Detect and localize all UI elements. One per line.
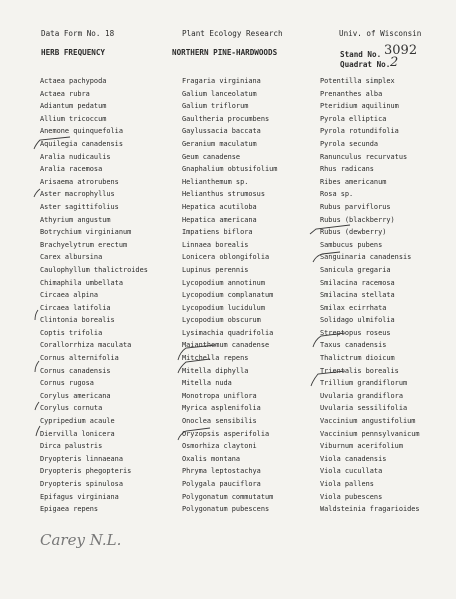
- species-entry: Galium lanceolatum: [182, 89, 257, 98]
- check-mark: [310, 225, 350, 234]
- species-entry: Mitella diphylla: [182, 366, 249, 375]
- check-mark: [313, 333, 345, 347]
- organization: Plant Ecology Research: [182, 29, 283, 38]
- species-entry: Polygala pauciflora: [182, 480, 261, 488]
- quadrat-number: 2: [390, 55, 399, 70]
- check-mark: [313, 252, 340, 262]
- species-entry: Chimaphila umbellata: [40, 278, 123, 287]
- species-entry: Clintonia borealis: [40, 316, 115, 325]
- species-entry: Ranunculus recurvatus: [320, 152, 408, 161]
- species-entry: Onoclea sensibilis: [182, 417, 257, 426]
- species-entry: Rubus (blackberry): [320, 215, 395, 224]
- species-entry: Polygonatum commutatum: [182, 492, 274, 501]
- species-entry: Viola pubescens: [320, 492, 383, 501]
- species-entry: Rhus radicans: [320, 165, 374, 174]
- species-entry: Lycopodium complanatum: [182, 291, 274, 300]
- species-entry: Oryzopsis asperifolia: [182, 429, 270, 438]
- species-entry: Pyrola elliptica: [320, 114, 387, 123]
- species-entry: Solidago ulmifolia: [320, 316, 395, 325]
- species-entry: Aralia nudicaulis: [40, 152, 111, 161]
- species-entry: Anemone quinquefolia: [40, 127, 123, 136]
- species-entry: Dryopteris linnaeana: [40, 454, 123, 463]
- species-entry: Lycopodium lucidulum: [182, 303, 265, 312]
- species-entry: Galium triflorum: [182, 102, 249, 111]
- species-entry: Coptis trifolia: [40, 328, 103, 337]
- species-entry: Cornus canadensis: [40, 366, 111, 375]
- species-entry: Viola cucullata: [320, 467, 383, 476]
- species-entry: Waldsteinia fragarioides: [320, 505, 420, 514]
- species-entry: Phryma leptostachya: [182, 467, 261, 476]
- species-entry: Trientalis borealis: [320, 366, 399, 375]
- species-entry: Smilacina racemosa: [320, 278, 395, 287]
- species-entry: Dirca palustris: [40, 442, 103, 451]
- species-entry: Arisaema atrorubens: [40, 177, 119, 186]
- species-entry: Cornus alternifolia: [40, 354, 119, 363]
- check-mark: [178, 345, 216, 360]
- species-entry: Geranium maculatum: [182, 139, 257, 148]
- species-entry: Corylus americana: [40, 391, 111, 400]
- species-entry: Allium tricoccum: [40, 114, 107, 123]
- check-mark: [178, 428, 210, 440]
- species-entry: Hepatica americana: [182, 215, 257, 224]
- species-entry: Brachyelytrum erectum: [40, 240, 128, 249]
- check-mark: [35, 361, 39, 372]
- check-mark: [34, 137, 70, 149]
- collector-signature: Carey N.L.: [40, 531, 122, 549]
- species-entry: Circaea alpina: [40, 291, 99, 300]
- quadrat-label: Quadrat No.: [340, 60, 391, 69]
- species-entry: Dryopteris spinulosa: [40, 480, 123, 488]
- species-entry: Smilax ecirrhata: [320, 303, 387, 312]
- species-entry: Pyrola secunda: [320, 139, 379, 148]
- species-entry: Polygonatum pubescens: [182, 505, 270, 514]
- species-entry: Gnaphalium obtusifolium: [182, 165, 278, 174]
- species-entry: Sanguinaria canadensis: [320, 253, 412, 262]
- check-mark: [311, 371, 345, 386]
- species-entry: Mitchella repens: [182, 354, 249, 363]
- check-mark: [35, 402, 39, 410]
- species-entry: Circaea latifolia: [40, 303, 111, 312]
- species-entry: Viola canadensis: [320, 454, 387, 463]
- species-entry: Lycopodium obscurum: [182, 316, 261, 325]
- species-entry: Linnaea borealis: [182, 240, 249, 249]
- check-mark: [36, 426, 40, 436]
- check-mark: [178, 359, 210, 373]
- species-entry: Lysimachia quadrifolia: [182, 328, 274, 337]
- species-entry: Diervilla lonicera: [40, 429, 115, 438]
- species-entry: Hepatica acutiloba: [182, 202, 257, 211]
- species-entry: Monotropa uniflora: [182, 391, 257, 400]
- species-entry: Pteridium aquilinum: [320, 102, 399, 111]
- species-entry: Geum canadense: [182, 152, 241, 161]
- species-entry: Gaylussacia baccata: [182, 127, 261, 136]
- species-entry: Uvularia grandiflora: [320, 391, 403, 400]
- species-entry: Adiantum pedatum: [40, 102, 107, 111]
- species-entry: Trillium grandiflorum: [320, 379, 408, 388]
- species-entry: Taxus canadensis: [320, 341, 387, 350]
- species-entry: Pyrola rotundifolia: [320, 127, 399, 136]
- species-entry: Corallorrhiza maculata: [40, 341, 132, 350]
- species-entry: Viburnum acerifolium: [320, 442, 403, 451]
- species-entry: Viola pallens: [320, 480, 374, 488]
- species-entry: Impatiens biflora: [182, 228, 253, 237]
- species-entry: Rubus parviflorus: [320, 202, 391, 211]
- university: Univ. of Wisconsin: [339, 29, 422, 38]
- species-entry: Sanicula gregaria: [320, 265, 391, 274]
- species-entry: Aralia racemosa: [40, 165, 103, 174]
- species-entry: Rosa sp.: [320, 190, 354, 199]
- species-entry: Vaccinium pennsylvanicum: [320, 429, 420, 438]
- species-entry: Actaea pachypoda: [40, 77, 107, 85]
- species-entry: Fragaria virginiana: [182, 77, 261, 85]
- check-mark: [35, 310, 38, 320]
- species-entry: Potentilla simplex: [320, 77, 395, 85]
- species-entry: Aquilegia canadensis: [40, 139, 123, 148]
- species-entry: Gaultheria procumbens: [182, 114, 270, 123]
- species-entry: Uvularia sessilifolia: [320, 404, 408, 413]
- species-entry: Epifagus virginiana: [40, 492, 119, 501]
- species-entry: Rubus (dewberry): [320, 228, 387, 237]
- species-entry: Cypripedium acaule: [40, 417, 115, 426]
- stand-label: Stand No.: [340, 50, 382, 59]
- species-entry: Myrica asplenifolia: [182, 404, 261, 413]
- species-entry: Mitella nuda: [182, 379, 232, 388]
- species-entry: Helianthus strumosus: [182, 190, 265, 199]
- form-title: HERB FREQUENCY: [41, 48, 106, 57]
- species-entry: Actaea rubra: [40, 89, 90, 98]
- form-number: Data Form No. 18: [41, 29, 115, 38]
- stand-number: 3092: [384, 43, 418, 58]
- species-entry: Vaccinium angustifolium: [320, 417, 416, 426]
- species-entry: Aster sagittifolius: [40, 202, 119, 211]
- species-entry: Lupinus perennis: [182, 265, 249, 274]
- species-entry: Smilacina stellata: [320, 291, 395, 300]
- species-entry: Helianthemum sp.: [182, 177, 249, 186]
- species-entry: Aster macrophyllus: [40, 190, 115, 199]
- species-entry: Osmorhiza claytoni: [182, 442, 257, 451]
- species-entry: Thalictrum dioicum: [320, 354, 395, 363]
- species-entry: Caulophyllum thalictroides: [40, 265, 148, 274]
- species-entry: Sambucus pubens: [320, 240, 383, 249]
- check-mark: [34, 189, 40, 197]
- form-subtitle: NORTHERN PINE-HARDWOODS: [172, 48, 278, 57]
- species-entry: Streptopus roseus: [320, 328, 391, 337]
- species-entry: Botrychium virginianum: [40, 228, 132, 237]
- species-entry: Athyrium angustum: [40, 215, 111, 224]
- species-entry: Cornus rugosa: [40, 379, 94, 388]
- species-entry: Lonicera oblongifolia: [182, 253, 270, 262]
- species-entry: Lycopodium annotinum: [182, 278, 265, 287]
- species-entry: Prenanthes alba: [320, 89, 383, 98]
- species-entry: Corylus cornuta: [40, 404, 103, 413]
- species-entry: Dryopteris phegopteris: [40, 467, 132, 476]
- species-entry: Oxalis montana: [182, 454, 241, 463]
- species-entry: Maianthemum canadense: [182, 341, 270, 350]
- species-entry: Carex albursina: [40, 253, 103, 262]
- species-entry: Epigaea repens: [40, 505, 99, 514]
- species-entry: Ribes americanum: [320, 177, 387, 186]
